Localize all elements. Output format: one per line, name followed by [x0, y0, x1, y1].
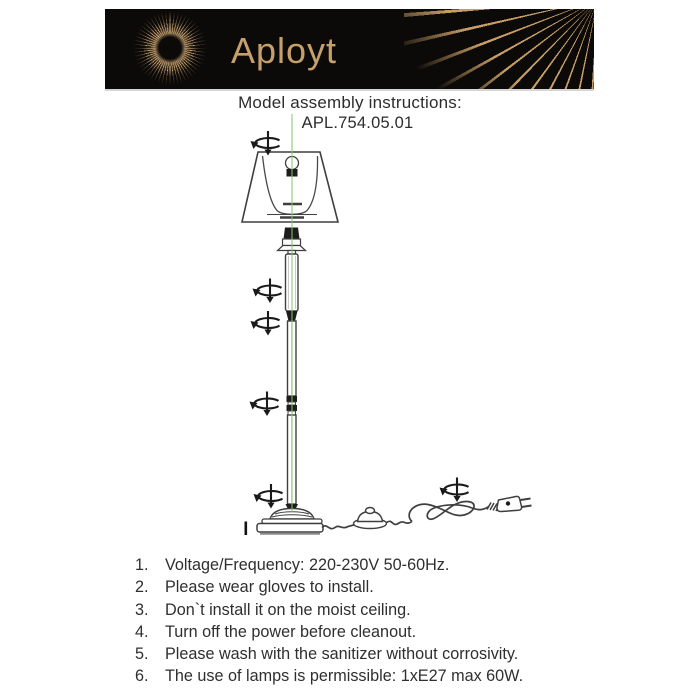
instruction-number: 2.: [135, 578, 149, 597]
instruction-number: 4.: [135, 622, 149, 641]
brand-name: Aployt: [231, 30, 338, 71]
instruction-item: [135, 643, 575, 665]
instruction-text: Voltage/Frequency: 220-230V 50-60Hz.: [165, 556, 450, 574]
instruction-list: [135, 554, 575, 688]
screw-motion-icon: [250, 392, 279, 417]
instruction-number: 5.: [135, 645, 149, 664]
power-cord: [322, 496, 532, 528]
power-plug: [497, 496, 532, 511]
base-tick-mark: [245, 522, 248, 536]
screw-motion-icon: [253, 279, 282, 304]
screw-motion-icon: [254, 484, 283, 509]
instruction-number: 1.: [135, 556, 149, 574]
foot-switch: [354, 508, 387, 529]
page-title: Model assembly instructions:: [238, 93, 462, 112]
screw-motion-icon: [251, 311, 280, 336]
instruction-item: [135, 621, 575, 643]
cord-coil: [409, 501, 489, 521]
instruction-text: Please wash with the sanitizer without corrosivity.: [165, 645, 519, 664]
lamp-base: [257, 509, 323, 534]
instruction-number: 6.: [135, 667, 149, 686]
instruction-text: Please wear gloves to install.: [165, 578, 374, 597]
instruction-item: [135, 554, 575, 576]
screw-motion-icon: [440, 478, 469, 503]
instruction-text: The use of lamps is permissible: 1xE27 max 60W.: [165, 667, 524, 686]
instruction-text: Don`t install it on the moist ceiling.: [165, 600, 411, 619]
instruction-number: 3.: [135, 600, 149, 619]
instruction-item: [135, 665, 575, 687]
model-number: APL.754.05.01: [301, 114, 414, 132]
instruction-item: [135, 599, 575, 621]
instruction-item: [135, 576, 575, 598]
instruction-text: Turn off the power before cleanout.: [165, 622, 417, 641]
